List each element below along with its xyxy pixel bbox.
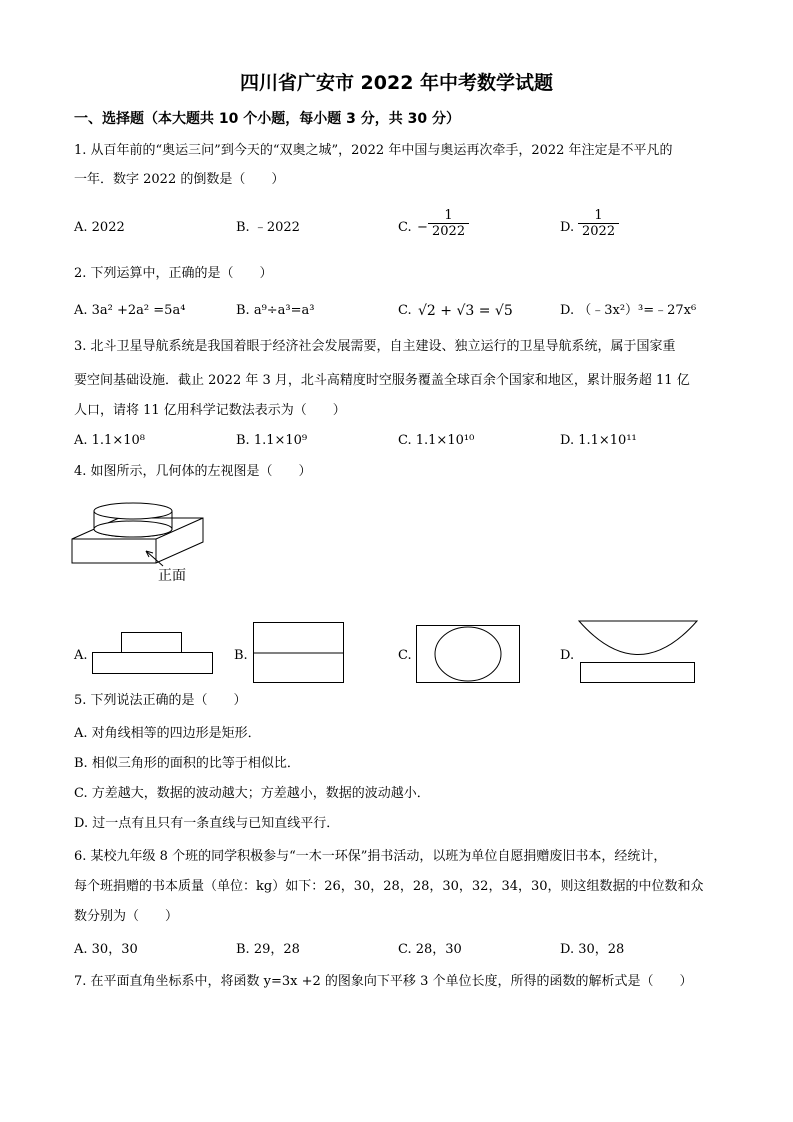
q1-stem-line2: 一年．数字 2022 的倒数是（ ） bbox=[74, 172, 285, 187]
q2-option-b: B. a⁹÷a³=a³ bbox=[236, 303, 315, 318]
q3-stem-line3: 人口，请将 11 亿用科学记数法表示为（ ） bbox=[74, 403, 346, 418]
q6-stem-line1: 6. 某校九年级 8 个班的同学积极参与“一木一环保”捐书活动，以班为单位自愿捐赠废旧书本，经统计， bbox=[74, 849, 667, 864]
q3-stem-line1: 3. 北斗卫星导航系统是我国着眼于经济社会发展需要，自主建设、独立运行的卫星导航系统，属于国家重 bbox=[74, 339, 676, 354]
q4-option-c-figure bbox=[416, 625, 520, 683]
q2-option-a: A. 3a² +2a² =5a⁴ bbox=[74, 303, 186, 318]
q4-option-b-label: B. bbox=[234, 648, 248, 663]
q3-stem-line2: 要空间基础设施．截止 2022 年 3 月，北斗高精度时空服务覆盖全球百余个国家和地区，累计服务超 11 亿 bbox=[74, 373, 690, 388]
q4-option-d-figure bbox=[578, 620, 700, 686]
q3-option-a: A. 1.1×10⁸ bbox=[74, 433, 145, 448]
q5-option-a: A. 对角线相等的四边形是矩形． bbox=[74, 726, 261, 741]
q2-option-d: D. （﹣3x²）³=﹣27x⁶ bbox=[560, 303, 697, 318]
q4-stem: 4. 如图所示，几何体的左视图是（ ） bbox=[74, 464, 312, 479]
q4-option-a-figure bbox=[92, 632, 214, 675]
q6-option-a: A. 30，30 bbox=[74, 942, 138, 957]
section-heading: 一、选择题（本大题共 10 个小题，每小题 3 分，共 30 分） bbox=[74, 111, 460, 127]
q5-option-b: B. 相似三角形的面积的比等于相似比． bbox=[74, 756, 300, 771]
q1-option-c-label: C. bbox=[398, 220, 412, 235]
q1-option-c-fraction bbox=[428, 208, 469, 239]
q6-stem-line2: 每个班捐赠的书本质量（单位：kg）如下：26，30，28，28，30，32，34，30，则这组数据的中位数和众 bbox=[74, 879, 704, 894]
q1-option-d-label: D. bbox=[560, 220, 575, 235]
q7-stem: 7. 在平面直角坐标系中，将函数 y=3x +2 的图象向下平移 3 个单位长度，所得的函数的解析式是（ ） bbox=[74, 974, 693, 989]
q2-stem: 2. 下列运算中，正确的是（ ） bbox=[74, 266, 273, 281]
page-title: 四川省广安市 2022 年中考数学试题 bbox=[239, 72, 554, 94]
q1-stem-line1: 1. 从百年前的“奥运三问”到今天的“双奥之城”，2022 年中国与奥运再次牵手，2022 年注定是不平凡的 bbox=[74, 143, 673, 158]
q2-option-c-expression: √2 + √3 = √5 bbox=[418, 303, 513, 319]
q4-option-c-label: C. bbox=[398, 648, 412, 663]
q5-stem: 5. 下列说法正确的是（ ） bbox=[74, 693, 247, 708]
q6-option-d: D. 30，28 bbox=[560, 942, 625, 957]
q4-option-b-figure bbox=[253, 622, 345, 684]
q5-option-d: D. 过一点有且只有一条直线与已知直线平行． bbox=[74, 816, 340, 831]
q5-option-c: C. 方差越大，数据的波动越大；方差越小，数据的波动越小． bbox=[74, 786, 430, 801]
q3-option-c: C. 1.1×10¹⁰ bbox=[398, 433, 475, 448]
q3-option-d: D. 1.1×10¹¹ bbox=[560, 433, 637, 448]
q1-option-b: B. ﹣2022 bbox=[236, 220, 300, 235]
q6-option-b: B. 29，28 bbox=[236, 942, 300, 957]
q4-option-a-label: A. bbox=[74, 648, 88, 663]
fraction-numerator: 1 bbox=[444, 208, 453, 223]
fraction-numerator: 1 bbox=[594, 208, 603, 223]
fraction-denominator: 2022 bbox=[428, 223, 469, 239]
fraction-denominator: 2022 bbox=[578, 223, 619, 239]
q1-option-a: A. 2022 bbox=[74, 220, 125, 235]
q6-stem-line3: 数分别为（ ） bbox=[74, 909, 179, 924]
q1-option-c-sign: − bbox=[417, 220, 428, 235]
front-view-label: 正面 bbox=[158, 568, 186, 584]
q6-option-c: C. 28，30 bbox=[398, 942, 462, 957]
q2-option-c-label: C. bbox=[398, 303, 412, 318]
q3-option-b: B. 1.1×10⁹ bbox=[236, 433, 308, 448]
q4-solid-figure bbox=[70, 497, 220, 587]
q4-option-d-label: D. bbox=[560, 648, 575, 663]
q1-option-d-fraction bbox=[578, 208, 619, 239]
